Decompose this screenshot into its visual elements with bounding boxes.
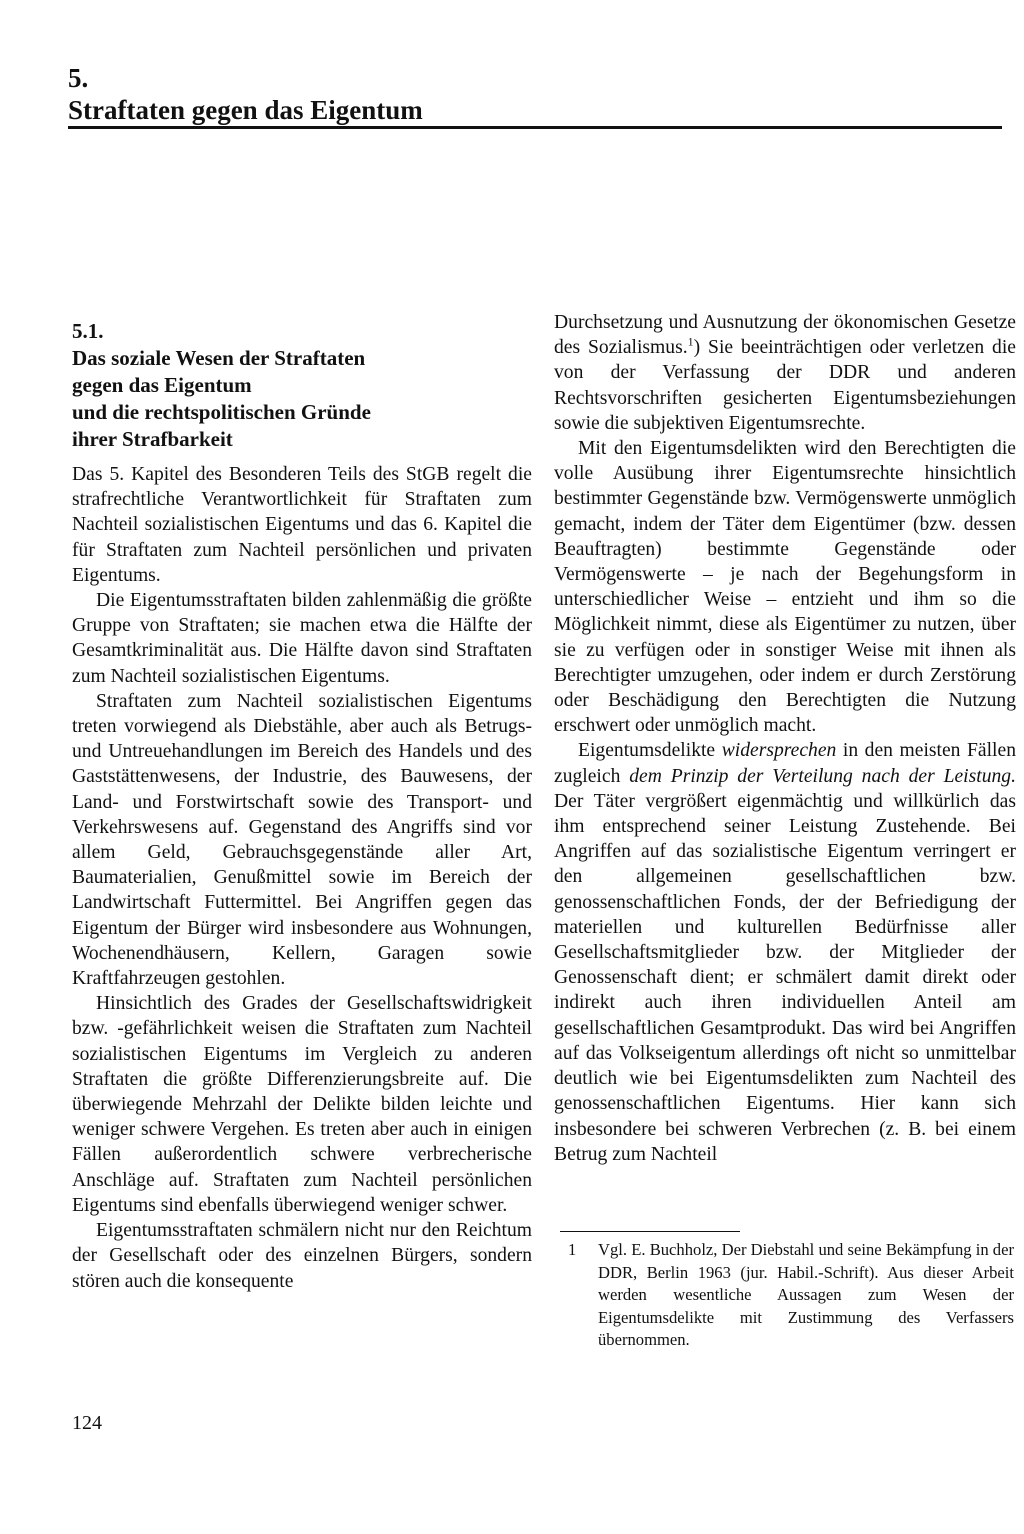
- chapter-rule: [68, 126, 1002, 129]
- footnote-text: Vgl. E. Buchholz, Der Diebstahl und seine Bekämpfung in der DDR, Berlin 1963 (jur. Habil.-Schrift). Aus dieser Arbeit werden wesentliche Aussagen zum Wesen der Eigentumsdelikte mit Zustimmung des Verfassers übernommen.: [598, 1240, 1014, 1350]
- text-run: ) Sie beeinträchtigen oder verletzen die von der Verfassung der DDR und anderen Rechtsvorschriften gesicherten Eigentumsbeziehungen sowie die subjektiven Eigentumsrechte.: [554, 337, 1016, 434]
- footnote-reference: 1: [687, 334, 694, 349]
- emphasis: widersprechen: [721, 740, 837, 762]
- footnote-number: 1: [568, 1240, 577, 1259]
- section-title-line: Das soziale Wesen der Straftaten: [72, 346, 366, 370]
- paragraph: [554, 738, 1016, 1166]
- footnote: [562, 1239, 1014, 1352]
- chapter-number: 5.: [68, 63, 89, 93]
- footnote-rule: [560, 1231, 740, 1232]
- emphasis: dem Prinzip der Verteilung nach der Leistung.: [629, 765, 1016, 787]
- paragraph: Die Eigentumsstraftaten bilden zahlenmäßig die größte Gruppe von Straftaten; sie machen etwa die Hälfte der Gesamtkriminalität aus. Die Hälfte davon sind Straftaten zum Nachteil sozialistischen Eigentums.: [72, 590, 532, 687]
- section-number: 5.1.: [72, 319, 104, 343]
- section-title-line: ihrer Strafbarkeit: [72, 427, 233, 451]
- text-run: Eigentumsdelikte: [578, 740, 722, 762]
- section-heading: [72, 318, 512, 453]
- paragraph: Das 5. Kapitel des Besonderen Teils des StGB regelt die strafrechtliche Verantwortlichkeit für Straftaten zum Nachteil sozialistischen Eigentums und das 6. Kapitel die für Straftaten zum Nachteil persönlichen und privaten Eigentums.: [72, 464, 532, 586]
- paragraph: Hinsichtlich des Grades der Gesellschaftswidrigkeit bzw. -gefährlichkeit weisen die Straftaten zum Nachteil sozialistischen Eigentums im Vergleich zu anderen Straftaten die größte Differenzierungsbreite auf. Die überwiegende Mehrzahl der Delikte bilden leichte und weniger schwere Vergehen. Es treten aber auch in einigen Fällen außerordentlich schwere verbrecherische Anschläge auf. Straftaten zum Nachteil persönlichen Eigentums sind ebenfalls überwiegend weniger schwer.: [72, 993, 532, 1216]
- paragraph: Eigentumsstraftaten schmälern nicht nur den Reichtum der Gesellschaft oder des einzelnen Bürgers, sondern stören auch die konsequente: [72, 1220, 532, 1292]
- section-title-line: gegen das Eigentum: [72, 373, 252, 397]
- paragraph: Mit den Eigentumsdelikten wird den Berechtigten die volle Ausübung ihrer Eigentumsrechte hinsichtlich bestimmter Gegenstände bzw. Vermögenswerte unmöglich gemacht, indem der Täter dem Eigentümer (bzw. dessen Beauftragten) bestimmte Gegenstände oder Vermögenswerte – je nach der Begehungsform in unterschiedlicher Weise – entzieht und ihm so die Möglichkeit nimmt, diese als Eigentümer zu nutzen, über sie zu verfügen oder in sonstiger Weise mit ihnen als Berechtigter umzugehen, oder indem er durch Zerstörung oder Beschädigung den Berechtigten die Nutzung erschwert oder unmöglich macht.: [554, 438, 1016, 737]
- chapter-title: Straftaten gegen das Eigentum: [68, 95, 423, 125]
- right-column: [554, 310, 1016, 1167]
- text-run: Durchsetzung und Ausnutzung der ökonomischen Gesetze des Sozialismus.: [554, 312, 1016, 359]
- section-title-line: und die rechtspolitischen Gründe: [72, 400, 371, 424]
- text-run: Der Täter vergrößert eigenmächtig und willkürlich das ihm entsprechend seiner Leistung Zustehende. Bei Angriffen auf das sozialistische Eigentum verringert er den allgemeinen gesellschaftlichen bzw. genossenschaftlichen Fonds, der der Befriedigung der materiellen und kulturellen Bedürfnisse aller Gesellschaftsmitglieder bzw. der Mitglieder der Genossenschaft dient; er schmälert damit direkt oder indirekt auch ihren individuellen Anteil am gesellschaftlichen Gesamtprodukt. Das wird bei Angriffen auf das Volkseigentum allerdings oft nicht so unmittelbar deutlich wie bei Eigentumsdelikten zum Nachteil des genossenschaftlichen Eigentums. Hier kann sich insbesondere bei schweren Verbrechen (z. B. bei einem Betrug zum Nachteil: [554, 790, 1016, 1165]
- page-number: 124: [72, 1412, 102, 1434]
- left-column: [72, 462, 532, 1294]
- paragraph: Straftaten zum Nachteil sozialistischen Eigentums treten vorwiegend als Diebstähle, aber auch als Betrugs- und Untreuehandlungen im Bereich des Handels und des Gaststättenwesens, der Industrie, des Bauwesens, der Land- und Forstwirtschaft sowie des Transport- und Verkehrswesens auf. Gegenstand des Angriffs sind vor allem Geld, Gebrauchsgegenstände aller Art, Baumaterialien, Genußmittel sowie im Bereich der Landwirtschaft Futtermittel. Bei Angriffen gegen das Eigentum der Bürger wird insbesondere aus Wohnungen, Wochenendhäusern, Kellern, Garagen sowie Kraftfahrzeugen gestohlen.: [72, 690, 532, 990]
- paragraph: [554, 310, 1016, 436]
- text-run: in den meisten Fällen zugleich: [554, 740, 1016, 787]
